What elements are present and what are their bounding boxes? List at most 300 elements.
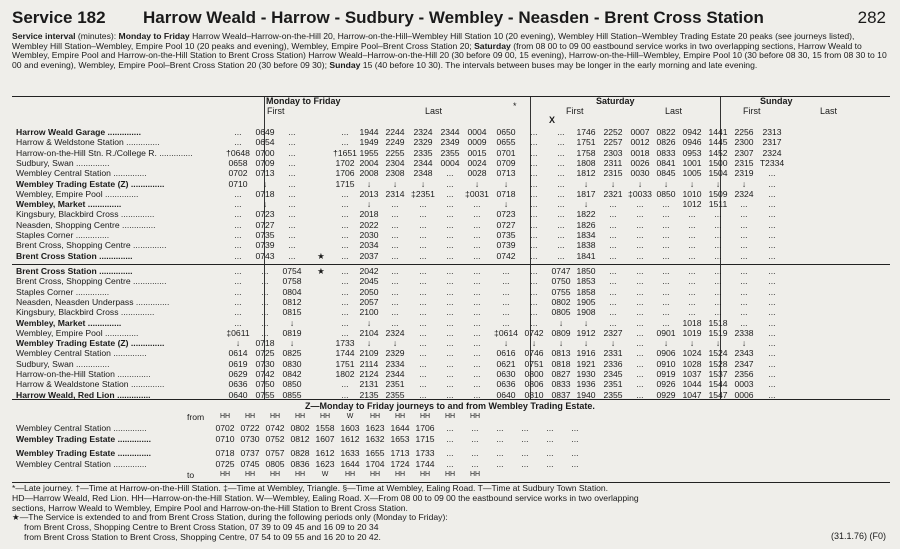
stop-name: Wembley Trading Estate .............. bbox=[16, 448, 151, 458]
stop-name: Wembley Central Station .............. bbox=[16, 168, 147, 179]
empty-cell: ... bbox=[521, 423, 529, 433]
route-code: HH bbox=[444, 471, 456, 478]
time-cell: 1940 bbox=[576, 389, 596, 400]
time-cell: ... bbox=[768, 358, 776, 369]
time-cell: 0825 bbox=[282, 348, 302, 359]
time-cell: 0754 bbox=[282, 266, 302, 276]
time-cell: ... bbox=[557, 178, 565, 189]
time-cell: ... bbox=[473, 209, 481, 220]
time-cell: 1044 bbox=[682, 379, 702, 390]
time-cell: 1733 bbox=[335, 338, 355, 349]
intro-label: Saturday bbox=[474, 40, 511, 51]
time-cell: 0007 bbox=[630, 127, 650, 137]
time-cell: 1834 bbox=[576, 230, 596, 240]
route-code: HH bbox=[344, 471, 356, 478]
stop-name: Wembley, Market .............. bbox=[16, 317, 122, 328]
time-cell: ... bbox=[740, 209, 748, 220]
time-cell: ... bbox=[557, 250, 565, 261]
time-cell: 2324 bbox=[413, 127, 433, 137]
time-cell: 1623 bbox=[315, 459, 335, 469]
time-cell: 0929 bbox=[656, 389, 676, 400]
time-cell: 0827 bbox=[551, 369, 571, 379]
time-cell: ↓ bbox=[583, 199, 589, 210]
z-section-heading: Z—Monday to Friday journeys to and from Wembley Trading Estate. bbox=[305, 401, 595, 411]
time-cell: 0819 bbox=[282, 327, 302, 338]
time-cell: ↓ bbox=[741, 178, 747, 189]
time-cell: ... bbox=[234, 286, 242, 297]
empty-cell: ... bbox=[471, 448, 479, 458]
empty-cell: ... bbox=[521, 459, 529, 469]
time-cell: 0619 bbox=[228, 358, 248, 369]
stop-name: Harrow & Wealdstone Station .............. bbox=[16, 379, 165, 390]
time-cell: 2004 bbox=[359, 157, 379, 168]
time-cell: 0658 bbox=[228, 157, 248, 168]
time-cell: ... bbox=[714, 286, 722, 297]
time-cell: ... bbox=[740, 286, 748, 297]
time-cell: 1850 bbox=[576, 266, 596, 276]
time-cell: 2008 bbox=[359, 168, 379, 179]
time-cell: ... bbox=[419, 389, 427, 400]
time-cell: ↓ bbox=[503, 338, 509, 349]
time-cell: ↓ bbox=[583, 178, 589, 189]
time-cell: 2256 bbox=[734, 127, 754, 137]
time-cell: ... bbox=[502, 296, 510, 307]
route-code: W bbox=[321, 471, 329, 478]
time-cell: ↓ bbox=[289, 317, 295, 328]
time-cell: 1537 bbox=[708, 369, 728, 379]
time-cell: ... bbox=[662, 219, 670, 230]
time-cell: 2347 bbox=[734, 358, 754, 369]
stop-name: Brent Cross, Shopping Centre .............. bbox=[16, 240, 167, 251]
time-cell: ... bbox=[609, 240, 617, 251]
time-cell: 1724 bbox=[390, 459, 410, 469]
time-cell: 1758 bbox=[576, 147, 596, 158]
time-cell: 0743 bbox=[255, 250, 275, 261]
stop-name: Harrow-on-the-Hill Station .............. bbox=[16, 369, 151, 379]
time-cell: 1817 bbox=[576, 188, 596, 199]
time-cell: 2255 bbox=[385, 147, 405, 158]
time-cell: ... bbox=[557, 127, 565, 137]
time-cell: ... bbox=[446, 240, 454, 251]
time-cell: 0805 bbox=[265, 459, 285, 469]
time-cell: ... bbox=[288, 209, 296, 220]
time-cell: ... bbox=[662, 240, 670, 251]
time-cell: ... bbox=[609, 276, 617, 287]
time-cell: 0718 bbox=[496, 188, 516, 199]
time-cell: 2131 bbox=[359, 379, 379, 390]
time-cell: 2257 bbox=[603, 137, 623, 148]
time-cell: ... bbox=[557, 209, 565, 220]
time-cell: 0745 bbox=[240, 459, 260, 469]
time-cell: 0006 bbox=[734, 389, 754, 400]
time-cell: ... bbox=[419, 240, 427, 251]
time-cell: ... bbox=[288, 219, 296, 230]
time-cell: ... bbox=[530, 199, 538, 210]
time-cell: ... bbox=[530, 219, 538, 230]
stop-name: Kingsbury, Blackbird Cross .............. bbox=[16, 209, 155, 220]
time-cell: 0742 bbox=[524, 327, 544, 338]
z-row bbox=[12, 448, 732, 458]
time-cell: 0755 bbox=[255, 389, 275, 400]
time-cell: 2018 bbox=[359, 209, 379, 220]
time-cell: 1930 bbox=[576, 369, 596, 379]
stop-name: Wembley Trading Estate (Z) .............. bbox=[16, 178, 165, 189]
time-cell: 0649 bbox=[255, 127, 275, 137]
time-cell: ... bbox=[530, 188, 538, 199]
time-cell: 0727 bbox=[255, 219, 275, 230]
empty-cell: ... bbox=[521, 434, 529, 444]
time-cell: 0636 bbox=[496, 379, 516, 390]
time-cell: ... bbox=[768, 307, 776, 318]
footnotes bbox=[12, 484, 890, 543]
time-cell: 2030 bbox=[359, 230, 379, 240]
time-cell: 2050 bbox=[359, 286, 379, 297]
time-cell: ↓ bbox=[663, 178, 669, 189]
time-cell: ... bbox=[768, 240, 776, 251]
time-cell: 2351 bbox=[603, 379, 623, 390]
time-cell: 2351 bbox=[385, 379, 405, 390]
time-cell: ... bbox=[473, 266, 481, 276]
time-cell: ... bbox=[636, 209, 644, 220]
time-cell: ‡0611 bbox=[226, 327, 250, 338]
service-number: Service 182 bbox=[12, 8, 106, 27]
time-cell: 0810 bbox=[524, 389, 544, 400]
time-cell: ... bbox=[288, 250, 296, 261]
time-cell: 0830 bbox=[282, 358, 302, 369]
time-cell: ... bbox=[636, 327, 644, 338]
timetable-row bbox=[12, 199, 890, 209]
time-cell: 0910 bbox=[656, 358, 676, 369]
stop-name: Wembley Central Station .............. bbox=[16, 459, 147, 469]
time-cell: ... bbox=[288, 137, 296, 148]
time-cell: ↓ bbox=[366, 178, 372, 189]
time-cell: ... bbox=[261, 276, 269, 287]
time-cell: ... bbox=[473, 296, 481, 307]
time-cell: ... bbox=[473, 240, 481, 251]
time-cell: 0018 bbox=[630, 147, 650, 158]
time-cell: ... bbox=[740, 199, 748, 210]
time-cell: ... bbox=[234, 230, 242, 240]
empty-cell: ... bbox=[446, 459, 454, 469]
timetable-row bbox=[12, 338, 890, 348]
direction-rule bbox=[12, 264, 890, 265]
time-cell: 0742 bbox=[265, 423, 285, 433]
time-cell: ... bbox=[530, 240, 538, 251]
time-cell: 1524 bbox=[708, 348, 728, 359]
intro-text: (from 08 00 to 09 00 eastbound service works in two overlapping sections, Harrow Weald to Wembley, Empire Pool and Harrow-on-the-Hill Station to Brent Cross Station) Harrow Weald–Harrow-on-the-Hill 20 (30 before 09 00, 15 evening), Harrow-on-the-Hill–Wembley, Empire Pool 10 (30 before 08 30, 15 from 08 30 to 10 00 and evening), Wembley, Empire Pool–Brent Cross Station 20 (30 before 09 30); bbox=[12, 40, 887, 70]
time-cell: ... bbox=[391, 230, 399, 240]
empty-cell: ... bbox=[496, 423, 504, 433]
time-cell: 1047 bbox=[682, 389, 702, 400]
time-cell: ... bbox=[502, 276, 510, 287]
empty-cell: ... bbox=[446, 448, 454, 458]
time-cell: 0702 bbox=[215, 423, 235, 433]
route-code: HH bbox=[244, 471, 256, 478]
time-cell: ↓ bbox=[610, 178, 616, 189]
time-cell: 1603 bbox=[340, 423, 360, 433]
time-cell: 1504 bbox=[708, 168, 728, 179]
footnote: ★—The Service is extended to and from Brent Cross Station, during the following periods only (Monday to Friday): bbox=[12, 512, 448, 523]
time-cell: 0752 bbox=[265, 434, 285, 444]
time-cell: ... bbox=[341, 230, 349, 240]
time-cell: ... bbox=[662, 250, 670, 261]
time-cell: 2344 bbox=[440, 127, 460, 137]
time-cell: ... bbox=[234, 240, 242, 251]
time-cell: 0718 bbox=[255, 338, 275, 349]
time-cell: ... bbox=[419, 307, 427, 318]
time-cell: ↓ bbox=[235, 338, 241, 349]
time-cell: ... bbox=[446, 178, 454, 189]
time-cell: ... bbox=[391, 286, 399, 297]
time-cell: ... bbox=[688, 296, 696, 307]
time-cell: 2336 bbox=[603, 358, 623, 369]
time-cell: ... bbox=[446, 188, 454, 199]
time-cell: ... bbox=[768, 276, 776, 287]
time-cell: 2022 bbox=[359, 219, 379, 230]
time-cell: ... bbox=[391, 296, 399, 307]
time-cell: ... bbox=[714, 209, 722, 220]
time-cell: 1822 bbox=[576, 209, 596, 220]
time-cell: 0026 bbox=[630, 157, 650, 168]
time-cell: 2348 bbox=[413, 168, 433, 179]
time-cell: ... bbox=[419, 327, 427, 338]
time-cell: 0722 bbox=[240, 423, 260, 433]
sun-heading: Sunday bbox=[760, 96, 793, 106]
time-cell: ↓ bbox=[366, 199, 372, 210]
time-cell: 2315 bbox=[734, 157, 754, 168]
time-cell: ↓ bbox=[637, 178, 643, 189]
time-cell: ... bbox=[714, 250, 722, 261]
time-cell: ... bbox=[419, 317, 427, 328]
time-cell: 2335 bbox=[413, 147, 433, 158]
time-cell: ... bbox=[636, 369, 644, 379]
empty-cell: ... bbox=[446, 423, 454, 433]
time-cell: 2344 bbox=[385, 369, 405, 379]
time-cell: 0028 bbox=[467, 168, 487, 179]
time-cell: ... bbox=[714, 296, 722, 307]
time-cell: 2249 bbox=[385, 137, 405, 148]
route-code: HH bbox=[419, 471, 431, 478]
time-cell: 0650 bbox=[496, 127, 516, 137]
time-cell: 1949 bbox=[359, 137, 379, 148]
time-cell: ... bbox=[234, 219, 242, 230]
time-cell: ... bbox=[557, 147, 565, 158]
time-cell: 0024 bbox=[467, 157, 487, 168]
time-cell: ... bbox=[288, 127, 296, 137]
time-cell: 0758 bbox=[282, 276, 302, 287]
time-cell: 2355 bbox=[440, 147, 460, 158]
time-cell: ... bbox=[662, 199, 670, 210]
time-cell: ... bbox=[473, 230, 481, 240]
time-cell: 2331 bbox=[603, 348, 623, 359]
time-cell: 2329 bbox=[413, 137, 433, 148]
route-code: HH bbox=[244, 413, 256, 420]
time-cell: 0946 bbox=[682, 137, 702, 148]
time-cell: 0701 bbox=[496, 147, 516, 158]
footnote: HD—Harrow Weald, Red Lion. HH—Harrow-on-the-Hill Station. W—Wembley, Ealing Road. X—From 08 00 to 09 00 the eastbound service works in two overlapping bbox=[12, 492, 639, 503]
time-cell: ... bbox=[609, 209, 617, 220]
time-cell: 0713 bbox=[255, 168, 275, 179]
timetable-row bbox=[12, 297, 890, 307]
table-bottom-rule bbox=[12, 399, 890, 400]
time-cell: 1511 bbox=[708, 199, 728, 210]
time-cell: 0654 bbox=[255, 137, 275, 148]
time-cell: 0806 bbox=[524, 379, 544, 390]
time-cell: ... bbox=[636, 286, 644, 297]
time-cell: 0747 bbox=[551, 266, 571, 276]
time-cell: 0710 bbox=[215, 434, 235, 444]
time-cell: ↓ bbox=[583, 338, 589, 349]
time-cell: ... bbox=[288, 240, 296, 251]
time-cell: ... bbox=[636, 358, 644, 369]
empty-cell: ... bbox=[546, 448, 554, 458]
time-cell: ... bbox=[768, 219, 776, 230]
mf-heading: Monday to Friday bbox=[266, 96, 341, 106]
time-cell: ... bbox=[446, 266, 454, 276]
time-cell: ↓ bbox=[392, 178, 398, 189]
stop-name: Wembley Trading Estate .............. bbox=[16, 434, 151, 444]
time-cell: 1713 bbox=[390, 448, 410, 458]
time-cell: ... bbox=[609, 307, 617, 318]
time-cell: ... bbox=[557, 199, 565, 210]
time-cell: ... bbox=[341, 296, 349, 307]
time-cell: 0710 bbox=[228, 178, 248, 189]
time-cell: 0813 bbox=[551, 348, 571, 359]
time-cell: ... bbox=[768, 188, 776, 199]
timetable-row bbox=[12, 158, 890, 168]
timetable-row bbox=[12, 348, 890, 358]
time-cell: ... bbox=[341, 188, 349, 199]
time-cell: ... bbox=[234, 276, 242, 287]
print-code: (31.1.76) (F0) bbox=[830, 531, 886, 541]
route-code: HH bbox=[219, 471, 231, 478]
time-cell: 0845 bbox=[656, 168, 676, 179]
time-cell: ... bbox=[473, 379, 481, 390]
time-cell: 2124 bbox=[359, 369, 379, 379]
time-cell: 1010 bbox=[682, 188, 702, 199]
time-cell: 1955 bbox=[359, 147, 379, 158]
time-cell: ... bbox=[740, 266, 748, 276]
stop-name: Wembley, Market .............. bbox=[16, 199, 122, 210]
time-cell: 1936 bbox=[576, 379, 596, 390]
time-cell: 0730 bbox=[240, 434, 260, 444]
time-cell: 0833 bbox=[656, 147, 676, 158]
empty-cell: ... bbox=[521, 448, 529, 458]
stop-name: Wembley Trading Estate (Z) .............. bbox=[16, 338, 165, 349]
intro-label: Service interval bbox=[12, 31, 76, 41]
time-cell: 0737 bbox=[240, 448, 260, 458]
time-cell: ... bbox=[740, 317, 748, 328]
time-cell: ... bbox=[446, 358, 454, 369]
time-cell: 1519 bbox=[708, 327, 728, 338]
sun-last-label: Last bbox=[820, 106, 838, 116]
time-cell: ... bbox=[768, 209, 776, 220]
time-cell: ... bbox=[473, 348, 481, 359]
time-cell: 2324 bbox=[762, 147, 782, 158]
time-cell: ... bbox=[391, 219, 399, 230]
time-cell: 0836 bbox=[290, 459, 310, 469]
time-cell: 0757 bbox=[265, 448, 285, 458]
intro-text: (minutes): bbox=[75, 31, 119, 41]
time-cell: 1612 bbox=[340, 434, 360, 444]
timetable-row bbox=[12, 359, 890, 369]
stop-name: Wembley, Empire Pool .............. bbox=[16, 188, 139, 199]
time-cell: ... bbox=[662, 230, 670, 240]
time-cell: ↓ bbox=[503, 178, 509, 189]
time-cell: ... bbox=[530, 307, 538, 318]
time-cell: ... bbox=[446, 327, 454, 338]
time-cell: ... bbox=[662, 307, 670, 318]
time-cell: ... bbox=[419, 296, 427, 307]
time-cell: 1912 bbox=[576, 327, 596, 338]
time-cell: ... bbox=[419, 199, 427, 210]
time-cell: ... bbox=[530, 209, 538, 220]
time-cell: ... bbox=[636, 240, 644, 251]
time-cell: 1733 bbox=[415, 448, 435, 458]
time-cell: 0804 bbox=[282, 286, 302, 297]
time-cell: ... bbox=[530, 286, 538, 297]
time-cell: 0735 bbox=[496, 230, 516, 240]
time-cell: ↓ bbox=[420, 178, 426, 189]
time-cell: ... bbox=[341, 317, 349, 328]
empty-cell: ... bbox=[571, 423, 579, 433]
service-interval-text bbox=[12, 32, 890, 70]
time-cell: ... bbox=[609, 317, 617, 328]
stop-name: Neasden, Shopping Centre .............. bbox=[16, 219, 156, 230]
time-cell: 1644 bbox=[390, 423, 410, 433]
time-cell: ... bbox=[530, 137, 538, 148]
time-cell: 0004 bbox=[440, 157, 460, 168]
time-cell: 0636 bbox=[228, 379, 248, 390]
time-cell: ... bbox=[530, 250, 538, 261]
time-cell: 1001 bbox=[682, 157, 702, 168]
time-cell: 2315 bbox=[603, 168, 623, 179]
time-cell: ... bbox=[502, 317, 510, 328]
footnote: *—Late journey. †—Time at Harrow-on-the-Hill Station. ‡—Time at Wembley, Triangle. §—Time at Wembley, Ealing Road. T—Time at Sudbury Town Station. bbox=[12, 483, 609, 493]
to-code-row bbox=[12, 470, 732, 480]
time-cell: 2356 bbox=[734, 369, 754, 379]
time-cell: ‡2351 bbox=[411, 188, 435, 199]
time-cell: 0723 bbox=[255, 209, 275, 220]
time-cell: 0901 bbox=[656, 327, 676, 338]
time-cell: 1445 bbox=[708, 137, 728, 148]
time-cell: ... bbox=[609, 296, 617, 307]
time-cell: ... bbox=[688, 307, 696, 318]
timetable-row bbox=[12, 318, 890, 328]
time-cell: ... bbox=[688, 276, 696, 287]
route-code: HH bbox=[219, 413, 231, 420]
table-top-rule bbox=[12, 96, 890, 97]
time-cell: ... bbox=[391, 317, 399, 328]
time-cell: ‡0031 bbox=[465, 188, 489, 199]
stop-name: Wembley Central Station .............. bbox=[16, 348, 147, 359]
time-cell: 0755 bbox=[551, 286, 571, 297]
time-cell: 0004 bbox=[467, 127, 487, 137]
empty-cell: ... bbox=[571, 448, 579, 458]
time-cell: 0800 bbox=[524, 369, 544, 379]
stop-name: Neasden, Neasden Underpass .............. bbox=[16, 296, 170, 307]
time-cell: 0713 bbox=[496, 168, 516, 179]
time-cell: ... bbox=[261, 307, 269, 318]
time-cell: ↓ bbox=[715, 338, 721, 349]
time-cell: ... bbox=[234, 296, 242, 307]
late-star: * bbox=[513, 101, 517, 111]
time-cell: 2324 bbox=[734, 188, 754, 199]
time-cell: 2114 bbox=[359, 358, 379, 369]
time-cell: ... bbox=[234, 209, 242, 220]
time-cell: 1812 bbox=[576, 168, 596, 179]
stop-name: Brent Cross Station .............. bbox=[16, 250, 133, 261]
